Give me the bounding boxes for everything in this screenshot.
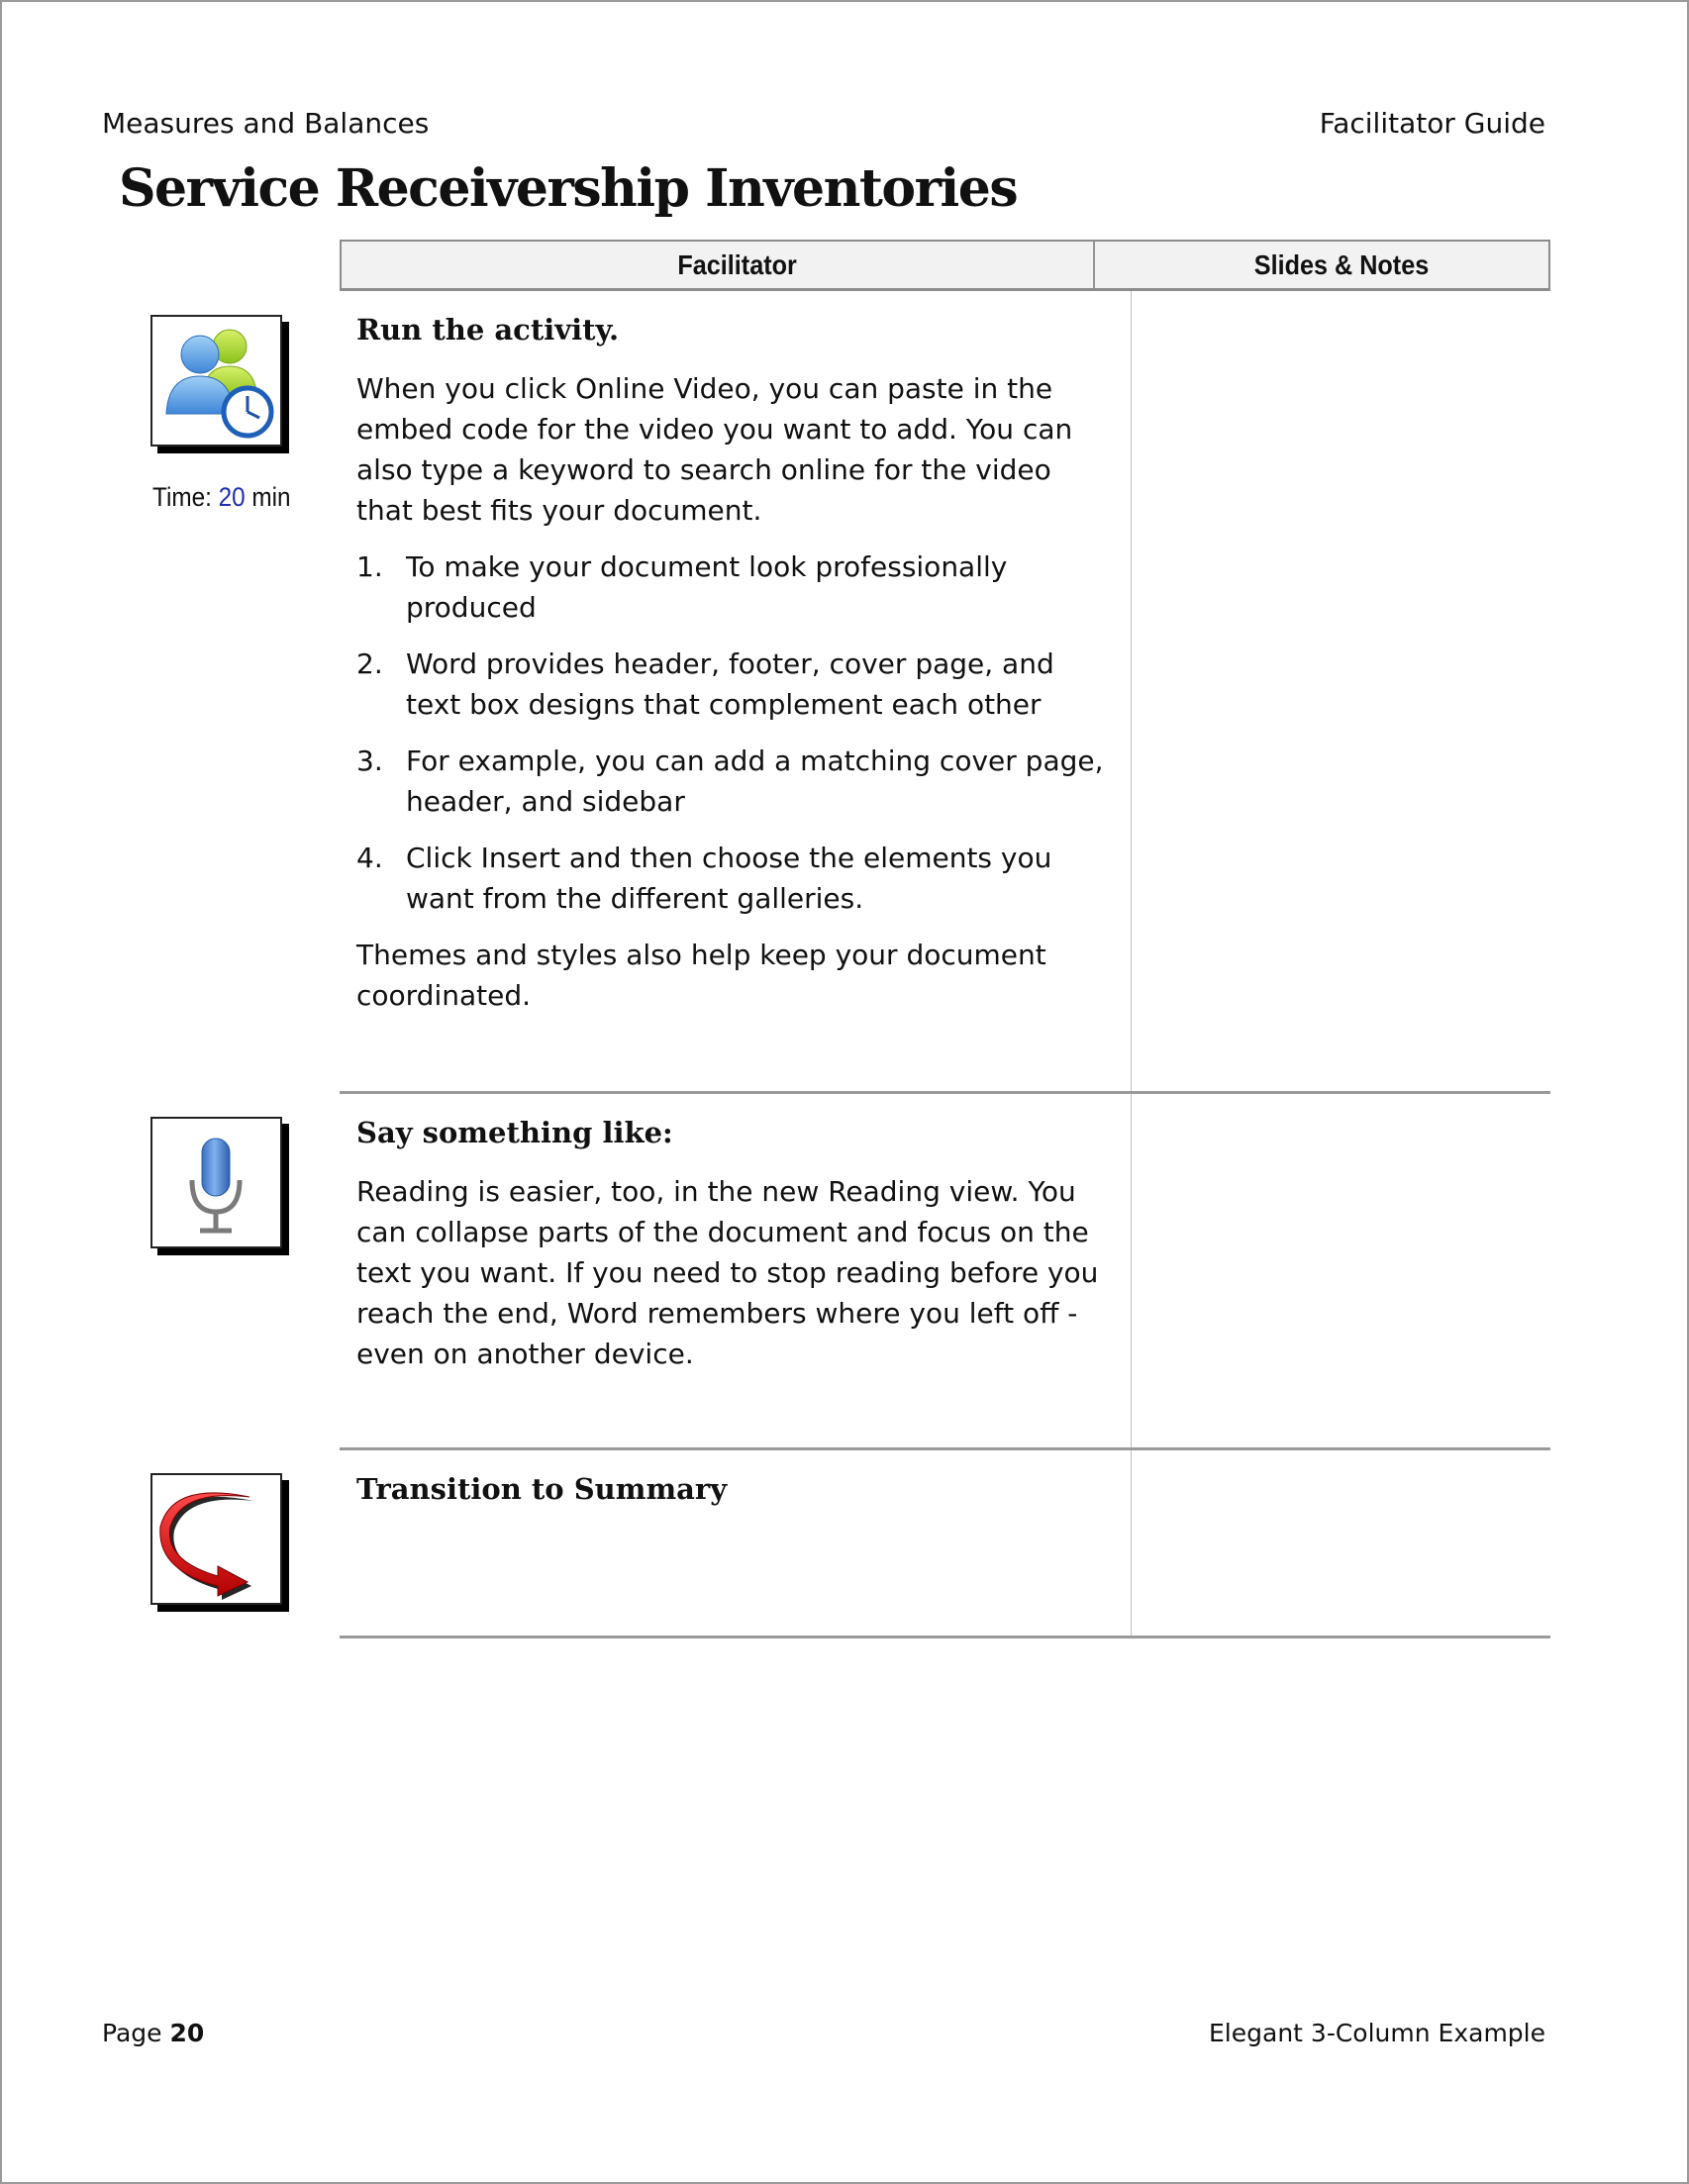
- facilitator-cell: [340, 1094, 1132, 1447]
- column-header-slides-notes: Slides & Notes: [1253, 248, 1430, 280]
- list-item-number: 1.: [356, 550, 383, 583]
- list-item-text: Click Insert and then choose the elements you want from the different galleries.: [406, 842, 1052, 915]
- list-item-text: For example, you can add a matching cover page, header, and sidebar: [406, 745, 1104, 818]
- time-label-text: Time:: [152, 482, 212, 512]
- facilitator-table: [340, 240, 1550, 1638]
- slides-notes-cell: [1132, 291, 1550, 1091]
- facilitator-cell: [340, 1450, 1132, 1636]
- list-item-text: To make your document look professionally produced: [406, 550, 1008, 624]
- table-row-activity: [340, 291, 1550, 1094]
- header-right: Facilitator Guide: [1319, 107, 1545, 140]
- table-header: [340, 240, 1550, 291]
- activity-steps-list: [356, 546, 1113, 919]
- list-item-number: 4.: [356, 842, 383, 874]
- activity-intro: When you click Online Video, you can paste in the embed code for the video you want to add. You can also type a keyword to search online for the video that best fits your document.: [356, 372, 1073, 527]
- column-header-facilitator: Facilitator: [381, 242, 1095, 288]
- curved-arrow-icon: [150, 1473, 282, 1605]
- list-item-number: 2.: [356, 647, 383, 680]
- say-body: Reading is easier, too, in the new Reading view. You can collapse parts of the document and focus on the text you want. If you need to stop reading before you reach the end, Word remembers where you left off - even on another device.: [356, 1175, 1099, 1370]
- table-row-transition: [340, 1450, 1550, 1638]
- table-row-say: [340, 1094, 1550, 1450]
- people-clock-icon: [150, 315, 282, 447]
- time-label: [152, 482, 291, 513]
- list-item-text: Word provides header, footer, cover page, and text box designs that complement each other: [406, 647, 1054, 721]
- header-left: Measures and Balances: [102, 107, 430, 140]
- time-value: 20: [218, 482, 246, 512]
- footer-page-value: 20: [169, 2019, 205, 2047]
- slides-notes-cell: [1132, 1094, 1550, 1447]
- list-item-number: 3.: [356, 745, 383, 777]
- activity-outro: Themes and styles also help keep your document coordinated.: [356, 939, 1046, 1012]
- page-title: Service Receivership Inventories: [119, 158, 1018, 219]
- footer-page-number: [102, 2019, 204, 2047]
- list-item: [356, 838, 1113, 919]
- footer-page-label: Page: [102, 2019, 162, 2047]
- list-item: [356, 644, 1113, 725]
- time-unit: min: [251, 482, 291, 512]
- section-heading-transition: Transition to Summary: [356, 1472, 728, 1506]
- section-heading-say-something: Say something like:: [356, 1116, 673, 1149]
- footer-right: Elegant 3-Column Example: [1209, 2019, 1545, 2047]
- facilitator-cell: [340, 291, 1132, 1091]
- slides-notes-cell: [1132, 1450, 1550, 1636]
- list-item: [356, 741, 1113, 822]
- section-heading-run-activity: Run the activity.: [356, 313, 620, 347]
- microphone-icon: [150, 1117, 282, 1248]
- list-item: [356, 546, 1113, 628]
